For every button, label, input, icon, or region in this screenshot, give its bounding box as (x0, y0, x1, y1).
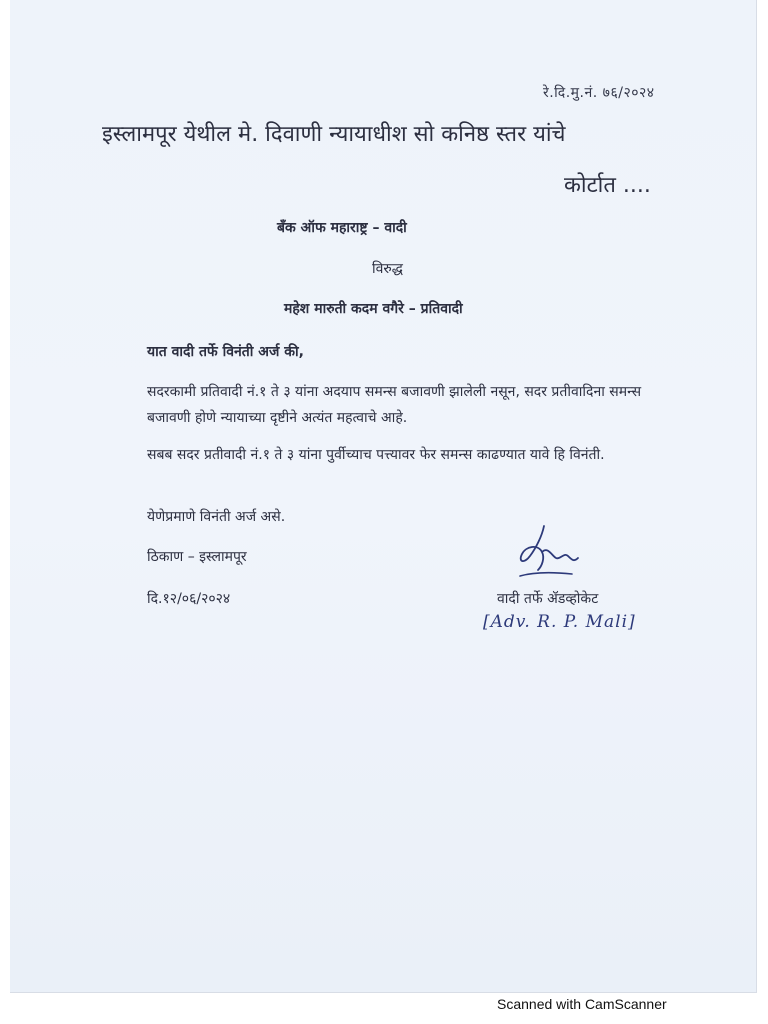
place-line: ठिकाण – इस्लामपूर (147, 549, 247, 565)
versus-line: विरुद्ध (372, 261, 403, 277)
paper-sheet (10, 0, 757, 993)
advocate-name-handwritten: [Adv. R. P. Mali] (483, 612, 636, 632)
court-heading-line2: कोर्टात .... (564, 173, 651, 198)
scanner-watermark: Scanned with CamScanner (497, 996, 667, 1012)
court-heading-line1: इस्लामपूर येथील मे. दिवाणी न्यायाधीश सो कनिष्ठ स्तर यांचे (102, 122, 566, 147)
advocate-title: वादी तर्फे ॲडव्होकेट (497, 591, 599, 607)
signature-icon (512, 522, 582, 584)
application-intro: यात वादी तर्फे विनंती अर्ज की, (147, 344, 304, 360)
case-number: रे.दि.मु.नं. ७६/२०२४ (543, 85, 655, 101)
closing-line: येणेप्रमाणे विनंती अर्ज असे. (147, 509, 286, 525)
body-paragraph-2: सबब सदर प्रतीवादी नं.१ ते ३ यांना पुर्वीच्याच पत्त्यावर फेर समन्स काढण्यात यावे हि विनंती. (147, 447, 605, 463)
plaintiff-line: बँक ऑफ महाराष्ट्र – वादी (277, 220, 407, 236)
body-paragraph-1: सदरकामी प्रतिवादी नं.१ ते ३ यांना अदयाप समन्स बजावणी झालेली नसून, सदर प्रतीवादिना समन्स बजावणी होणे न्यायाच्या दृष्टीने अत्यंत महत्वाचे आहे. (147, 384, 642, 426)
date-line: दि.१२/०६/२०२४ (147, 591, 231, 607)
defendant-line: महेश मारुती कदम वगैरे – प्रतिवादी (284, 301, 463, 317)
